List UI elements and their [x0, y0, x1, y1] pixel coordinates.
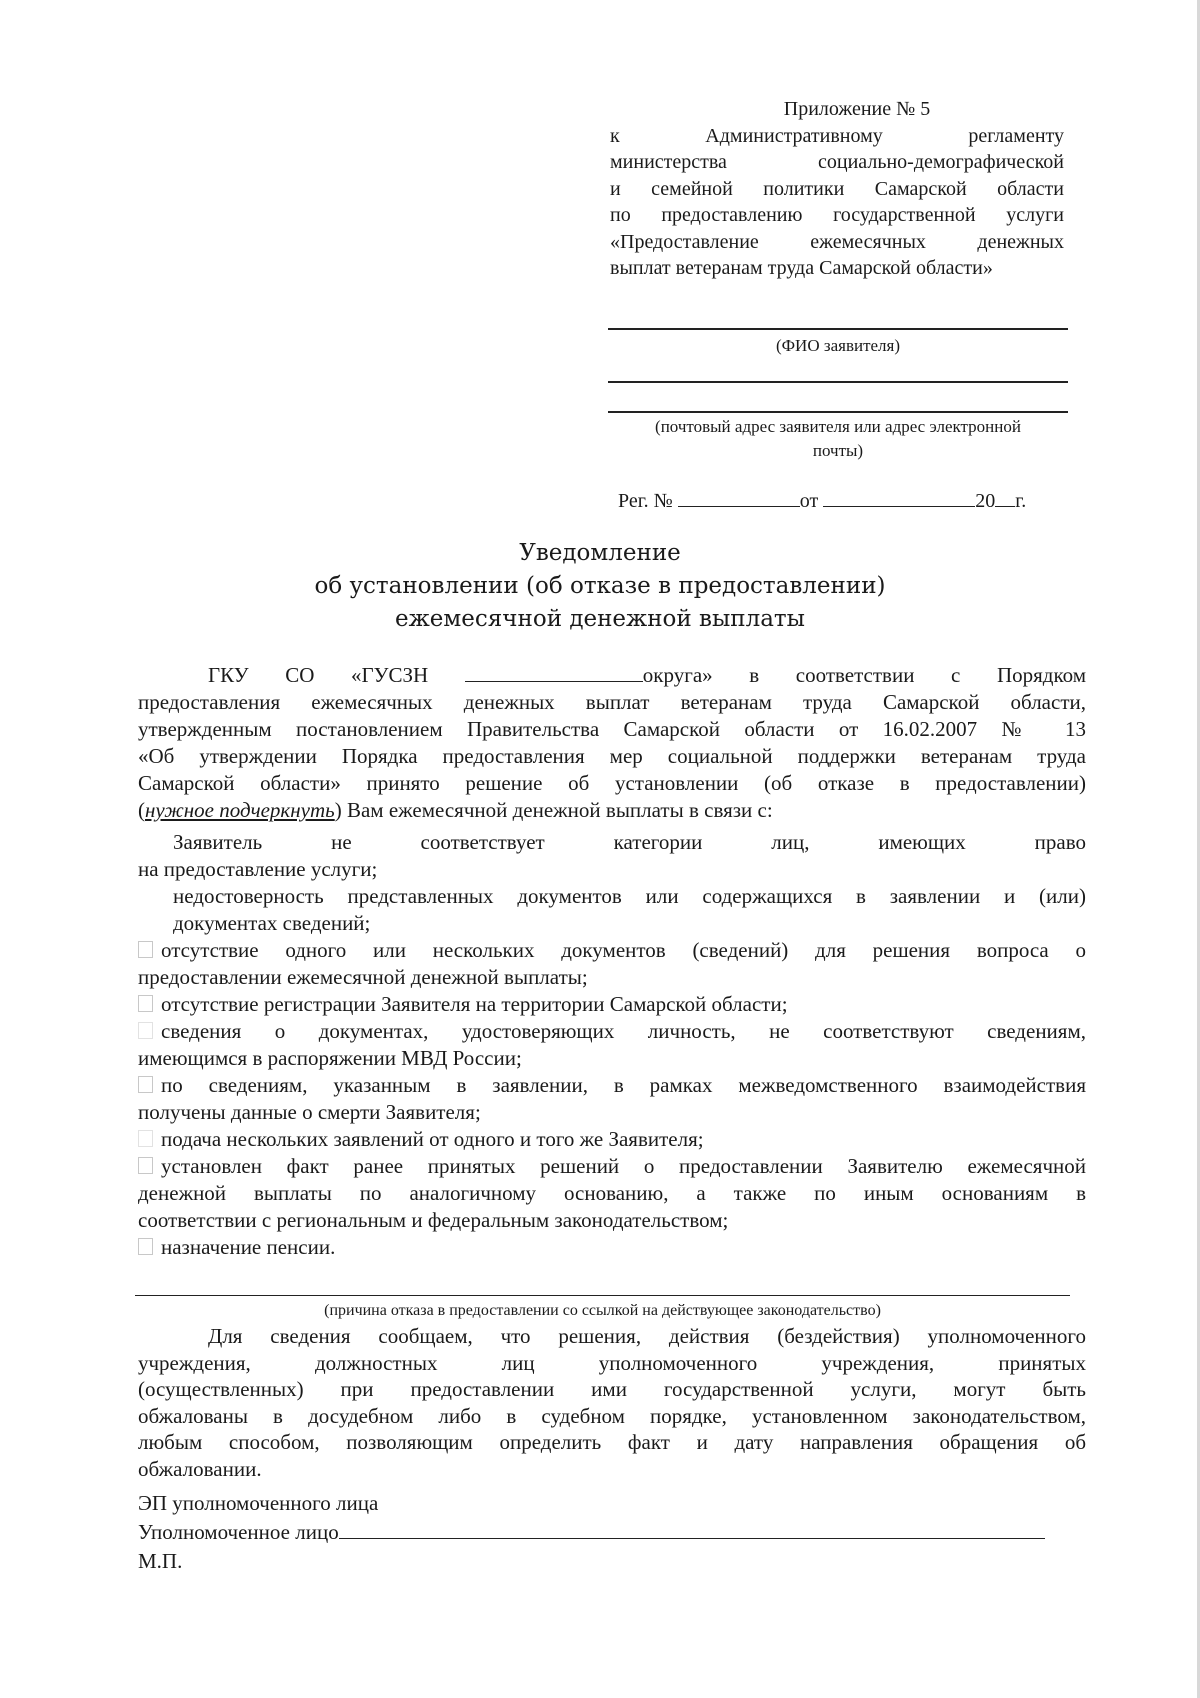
header-line: «Предоставление ежемесячных денежных — [610, 230, 1064, 253]
intro-text: округа» в соответствии с Порядком — [642, 663, 1086, 687]
intro-line: Самарской области» принято решение об установлении (об отказе в предоставлении) — [138, 771, 1086, 795]
reason-3[interactable] — [138, 937, 1086, 964]
appeal-line: (осуществленных) при предоставлении ими государственной услуги, могут быть — [138, 1377, 1086, 1401]
checkbox-icon[interactable] — [138, 1076, 153, 1093]
reason-3-cont: предоставлении ежемесячной денежной выплаты; — [138, 965, 588, 989]
checkbox-icon[interactable] — [138, 1130, 153, 1147]
reason-text: Заявитель не соответствует категории лиц, имеющих право — [173, 830, 1086, 854]
reason-text: установлен факт ранее принятых решений о предоставлении Заявителю ежемесячной — [161, 1154, 1086, 1178]
reg-label: Рег. № — [618, 490, 673, 512]
notice-title: Уведомление — [519, 540, 681, 566]
reason-8-cont: соответствии с региональным и федеральным законодательством; — [138, 1208, 729, 1232]
appendix-header — [610, 96, 1064, 282]
date-blank[interactable] — [823, 486, 975, 507]
signature-blank[interactable] — [339, 1518, 1045, 1539]
reason-4[interactable] — [138, 991, 1086, 1018]
fio-fill-line[interactable] — [608, 328, 1068, 330]
intro-line-1 — [138, 661, 1086, 689]
address-caption-line: почты) — [812, 441, 864, 460]
refusal-caption: (причина отказа в предоставлении со ссылкой на действующее законодательство) — [324, 1302, 881, 1319]
checkbox-icon[interactable] — [138, 995, 153, 1012]
reason-text: недостоверность представленных документов или содержащихся в заявлении и (или) — [173, 884, 1086, 908]
reason-6[interactable] — [138, 1072, 1086, 1099]
notice-subtitle-2: ежемесячной денежной выплаты — [395, 606, 805, 632]
year-suffix: г. — [1015, 490, 1027, 512]
authorized-label: Уполномоченное лицо — [138, 1520, 339, 1544]
appeal-line: обжаловании. — [138, 1456, 262, 1481]
from-label: от — [799, 490, 819, 512]
reason-text: назначение пенсии. — [161, 1235, 336, 1259]
intro-line: предоставления ежемесячных денежных выплат ветеранам труда Самарской области, — [138, 690, 1086, 714]
address-fill-line-2[interactable] — [608, 411, 1068, 413]
reg-number-blank[interactable] — [678, 486, 800, 507]
reason-8-cont: денежной выплаты по аналогичному основанию, а также по иным основаниям в — [138, 1181, 1086, 1205]
signature-block — [138, 1489, 1086, 1576]
checkbox-icon[interactable] — [138, 1022, 153, 1039]
reason-5[interactable] — [138, 1018, 1086, 1045]
reason-7[interactable] — [138, 1126, 1086, 1153]
refusal-reason-line[interactable] — [135, 1295, 1070, 1296]
intro-text: Вам ежемесячной денежной выплаты в связи с: — [346, 798, 773, 822]
reason-text: подача нескольких заявлений от одного и того же Заявителя; — [161, 1127, 704, 1151]
ep-label: ЭП уполномоченного лица — [138, 1491, 379, 1515]
reason-1-cont: на предоставление услуги; — [138, 857, 378, 881]
reason-1[interactable] — [138, 829, 1086, 856]
reason-text: отсутствие одного или нескольких документов (сведений) для решения вопроса о — [161, 938, 1086, 962]
reasons-list — [138, 829, 1086, 1261]
checkbox-icon[interactable] — [138, 1157, 153, 1174]
reason-8[interactable] — [138, 1153, 1086, 1180]
header-line: к Административному регламенту — [610, 124, 1064, 147]
reason-text: отсутствие регистрации Заявителя на территории Самарской области; — [161, 992, 788, 1016]
authorized-line — [138, 1518, 1086, 1547]
intro-line: утвержденным постановлением Правительства Самарской области от 16.02.2007 № 13 — [138, 717, 1086, 741]
appendix-number: Приложение № 5 — [783, 98, 931, 120]
intro-paragraph — [138, 661, 1086, 824]
intro-line: (нужное подчеркнуть) Вам ежемесячной денежной выплаты в связи с: — [138, 798, 773, 822]
appeal-line: учреждения, должностных лиц уполномоченного учреждения, принятых — [138, 1350, 1086, 1375]
intro-line: «Об утверждении Порядка предоставления мер социальной поддержки ветеранам труда — [138, 744, 1086, 768]
underline-note: нужное подчеркнуть — [145, 798, 335, 822]
checkbox-icon[interactable] — [138, 1238, 153, 1255]
checkbox-icon[interactable] — [138, 941, 153, 958]
address-fill-line-1[interactable] — [608, 381, 1068, 383]
appeal-line: любым способом, позволяющим определить факт и дату направления обращения об — [138, 1430, 1086, 1454]
reason-text: сведения о документах, удостоверяющих личность, не соответствуют сведениям, — [161, 1019, 1086, 1043]
appeal-paragraph — [138, 1323, 1086, 1482]
reason-9[interactable] — [138, 1234, 1086, 1261]
intro-agency: ГКУ СО «ГУСЗН — [208, 663, 429, 687]
notice-subtitle-1: об установлении (об отказе в предоставлении) — [314, 573, 886, 599]
appeal-line: Для сведения сообщаем, что решения, действия (бездействия) уполномоченного — [208, 1324, 1086, 1348]
address-caption-line: (почтовый адрес заявителя или адрес электронной — [655, 417, 1021, 436]
reason-2[interactable] — [138, 883, 1086, 910]
reason-2-cont: документах сведений; — [173, 911, 371, 935]
year-prefix: 20 — [975, 490, 996, 512]
reason-5-cont: имеющимся в распоряжении МВД России; — [138, 1046, 522, 1070]
registration-line — [618, 486, 1068, 513]
header-line: министерства социально-демографической — [610, 151, 1064, 173]
district-blank[interactable] — [465, 661, 643, 682]
year-blank[interactable] — [995, 486, 1015, 507]
reason-6-cont: получены данные о смерти Заявителя; — [138, 1100, 481, 1124]
appeal-line: обжалованы в досудебном либо в судебном порядке, установленном законодательством, — [138, 1403, 1086, 1428]
address-caption — [608, 415, 1068, 463]
header-line: по предоставлению государственной услуги — [610, 204, 1064, 226]
fio-caption: (ФИО заявителя) — [775, 336, 901, 355]
stamp-label: М.П. — [138, 1549, 183, 1573]
header-line: и семейной политики Самарской области — [610, 177, 1064, 200]
header-line: выплат ветеранам труда Самарской области» — [610, 257, 993, 279]
reason-text: по сведениям, указанным в заявлении, в рамках межведомственного взаимодействия — [161, 1073, 1086, 1097]
